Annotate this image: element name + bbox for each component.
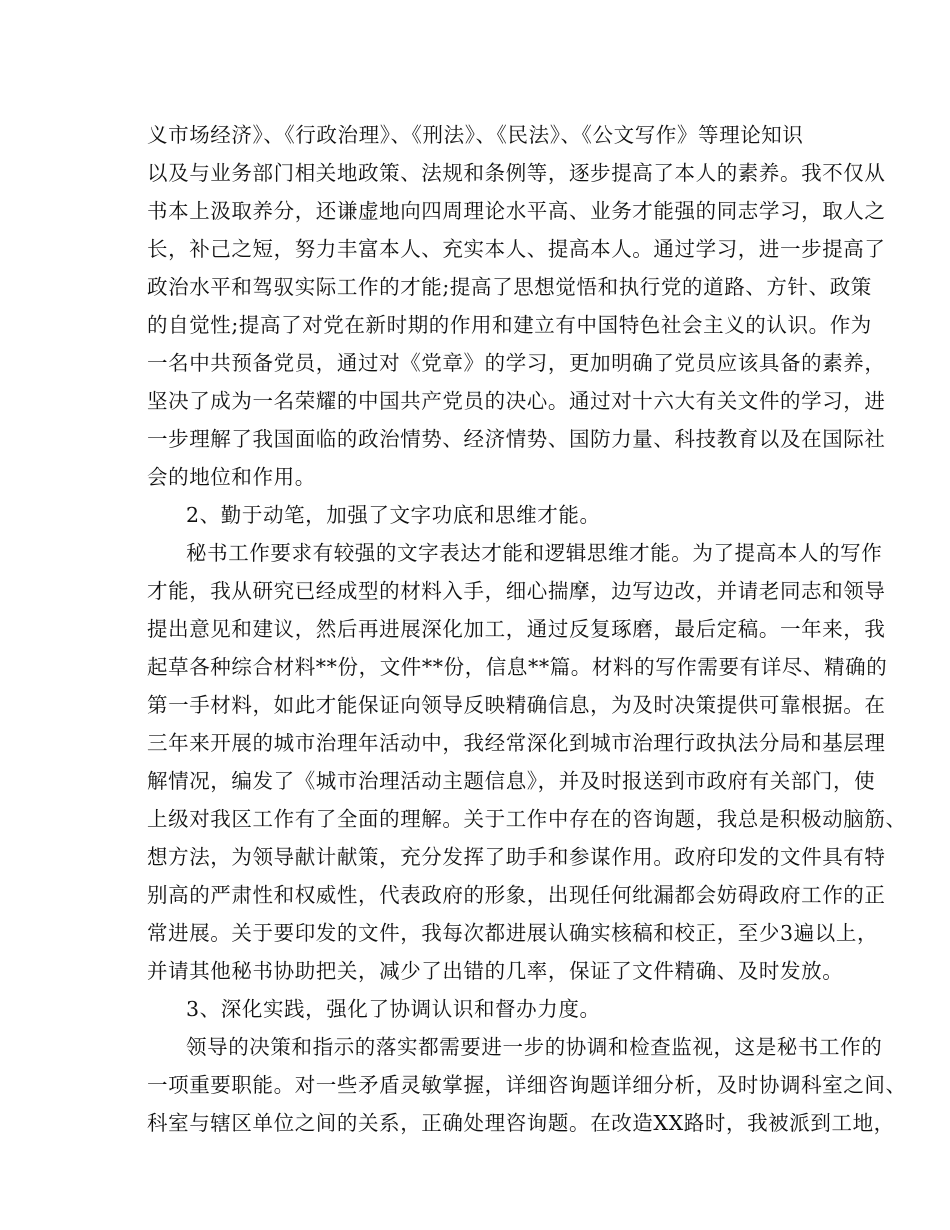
text-line: 一项重要职能。对一些矛盾灵敏掌握，详细咨询题详细分析，及时协调科室之间、 (147, 1073, 907, 1097)
text-line: 才能，我从研究已经成型的材料入手，细心揣摩，边写边改，并请老同志和领导 (147, 579, 886, 603)
text-line: 义市场经济》、《行政治理》、《刑法》、《民法》、《公文写作》等理论知识 (147, 123, 804, 147)
paragraph-first-line: 秘书工作要求有较强的文字表达才能和逻辑思维才能。为了提高本人的写作 (186, 541, 883, 565)
text-line: 政治水平和驾驭实际工作的才能;提高了思想觉悟和执行党的道路、方针、政策 (147, 275, 872, 299)
text-line: 会的地位和作用。 (147, 465, 316, 489)
text-line: 长，补己之短，努力丰富本人、充实本人、提高本人。通过学习，进一步提高了 (147, 237, 886, 261)
text-line: 三年来开展的城市治理年活动中，我经常深化到城市治理行政执法分局和基层理 (147, 731, 886, 755)
text-line: 一名中共预备党员，通过对《党章》的学习，更加明确了党员应该具备的素养， (147, 351, 886, 375)
section-heading: 3、深化实践，强化了协调认识和督办力度。 (186, 997, 601, 1021)
text-line: 想方法，为领导献计献策，充分发挥了助手和参谋作用。政府印发的文件具有特 (147, 845, 886, 869)
text-line: 书本上汲取养分，还谦虚地向四周理论水平高、业务才能强的同志学习，取人之 (147, 199, 886, 223)
text-line: 坚决了成为一名荣耀的中国共产党员的决心。通过对十六大有关文件的学习，进 (147, 389, 886, 413)
text-line: 常进展。关于要印发的文件，我每次都进展认确实核稿和校正，至少3遍以上， (147, 921, 879, 945)
text-line: 以及与业务部门相关地政策、法规和条例等，逐步提高了本人的素养。我不仅从 (147, 161, 886, 185)
text-line: 一步理解了我国面临的政治情势、经济情势、国防力量、科技教育以及在国际社 (147, 427, 886, 451)
paragraph-first-line: 领导的决策和指示的落实都需要进一步的协调和检查监视，这是秘书工作的 (186, 1035, 883, 1059)
text-line: 提出意见和建议，然后再进展深化加工，通过反复琢磨，最后定稿。一年来，我 (147, 617, 886, 641)
text-line: 别高的严肃性和权威性，代表政府的形象，出现任何纰漏都会妨碍政府工作的正 (147, 883, 886, 907)
text-line: 第一手材料，如此才能保证向领导反映精确信息，为及时决策提供可靠根据。在 (147, 693, 886, 717)
text-line: 起草各种综合材料**份，文件**份，信息**篇。材料的写作需要有详尽、精确的 (147, 655, 888, 679)
text-line: 解情况，编发了《城市治理活动主题信息》，并及时报送到市政府有关部门，使 (147, 769, 876, 793)
text-line: 上级对我区工作有了全面的理解。关于工作中存在的咨询题，我总是积极动脑筋、 (147, 807, 907, 831)
text-line: 的自觉性;提高了对党在新时期的作用和建立有中国特色社会主义的认识。作为 (147, 313, 872, 337)
text-line: 并请其他秘书协助把关，减少了出错的几率，保证了文件精确、及时发放。 (147, 959, 844, 983)
section-heading: 2、勤于动笔，加强了文字功底和思维才能。 (186, 503, 601, 527)
text-line: 科室与辖区单位之间的关系，正确处理咨询题。在改造XX路时，我被派到工地， (147, 1111, 895, 1135)
